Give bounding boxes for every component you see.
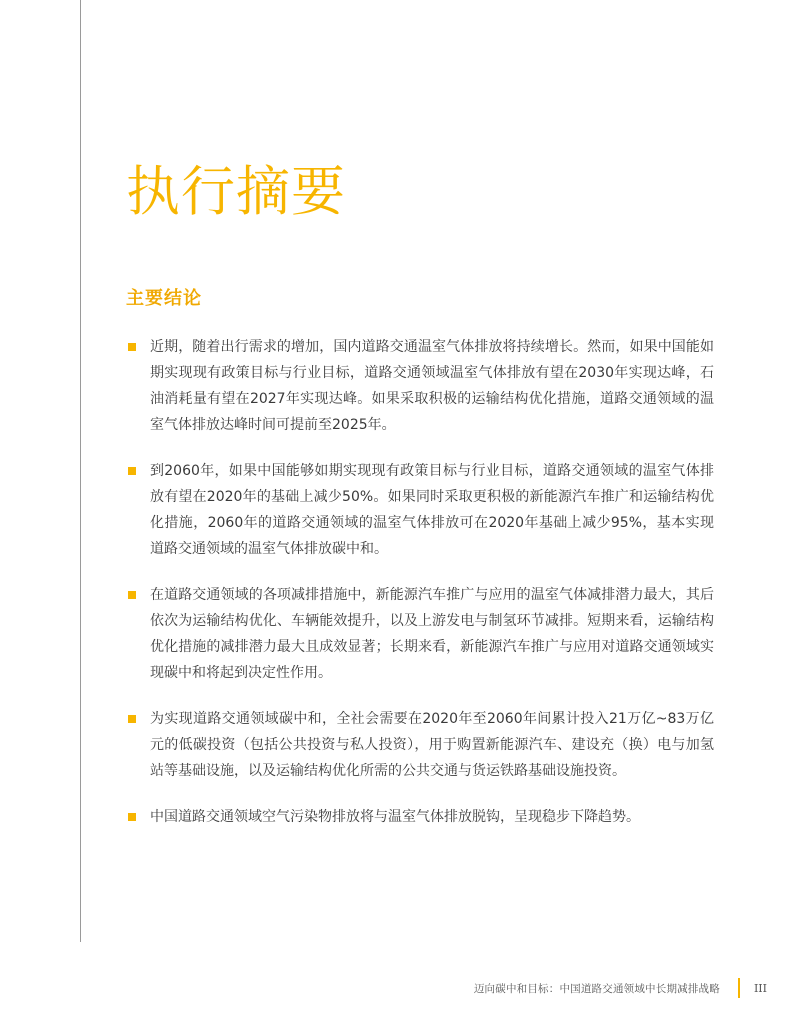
list-item-text: 在道路交通领域的各项减排措施中，新能源汽车推广与应用的温室气体减排潜力最大，其后依次为运输结构优化、车辆能效提升，以及上游发电与制氢环节减排。短期来看，运输结构优化措施的减排潜力最大且成效显著；长期来看，新能源汽车推广与应用对道路交通领域实现碳中和将起到决定性作用。 xyxy=(150,587,714,681)
square-bullet-icon xyxy=(128,591,136,599)
square-bullet-icon xyxy=(128,813,136,821)
list-item xyxy=(126,458,714,562)
list-item xyxy=(126,706,714,784)
list-item-text: 中国道路交通领域空气污染物排放将与温室气体排放脱钩，呈现稳步下降趋势。 xyxy=(150,809,640,825)
key-findings-list xyxy=(126,334,714,850)
list-item xyxy=(126,582,714,686)
page-number: III xyxy=(753,981,767,995)
list-item xyxy=(126,804,714,830)
square-bullet-icon xyxy=(128,467,136,475)
section-title: 主要结论 xyxy=(126,288,202,309)
list-item xyxy=(126,334,714,438)
square-bullet-icon xyxy=(128,715,136,723)
list-item-text: 为实现道路交通领域碳中和，全社会需要在2020年至2060年间累计投入21万亿~83万亿元的低碳投资（包括公共投资与私人投资），用于购置新能源汽车、建设充（换）电与加氢站等基础设施，以及运输结构优化所需的公共交通与货运铁路基础设施投资。 xyxy=(150,711,714,779)
list-item-text: 近期，随着出行需求的增加，国内道路交通温室气体排放将持续增长。然而，如果中国能如期实现现有政策目标与行业目标，道路交通领域温室气体排放有望在2030年实现达峰，石油消耗量有望在2027年实现达峰。如果采取积极的运输结构优化措施，道路交通领域的温室气体排放达峰时间可提前至2025年。 xyxy=(150,339,714,433)
footer-divider xyxy=(738,978,740,998)
footer-title: 迈向碳中和目标：中国道路交通领域中长期减排战略 xyxy=(473,982,720,995)
list-item-text: 到2060年，如果中国能够如期实现现有政策目标与行业目标，道路交通领域的温室气体排放有望在2020年的基础上减少50%。如果同时采取更积极的新能源汽车推广和运输结构优化措施，2060年的道路交通领域的温室气体排放可在2020年基础上减少95%，基本实现道路交通领域的温室气体排放碳中和。 xyxy=(150,463,714,557)
left-margin-rule xyxy=(80,0,81,942)
page-title: 执行摘要 xyxy=(126,160,346,223)
page-footer xyxy=(474,978,767,998)
square-bullet-icon xyxy=(128,343,136,351)
